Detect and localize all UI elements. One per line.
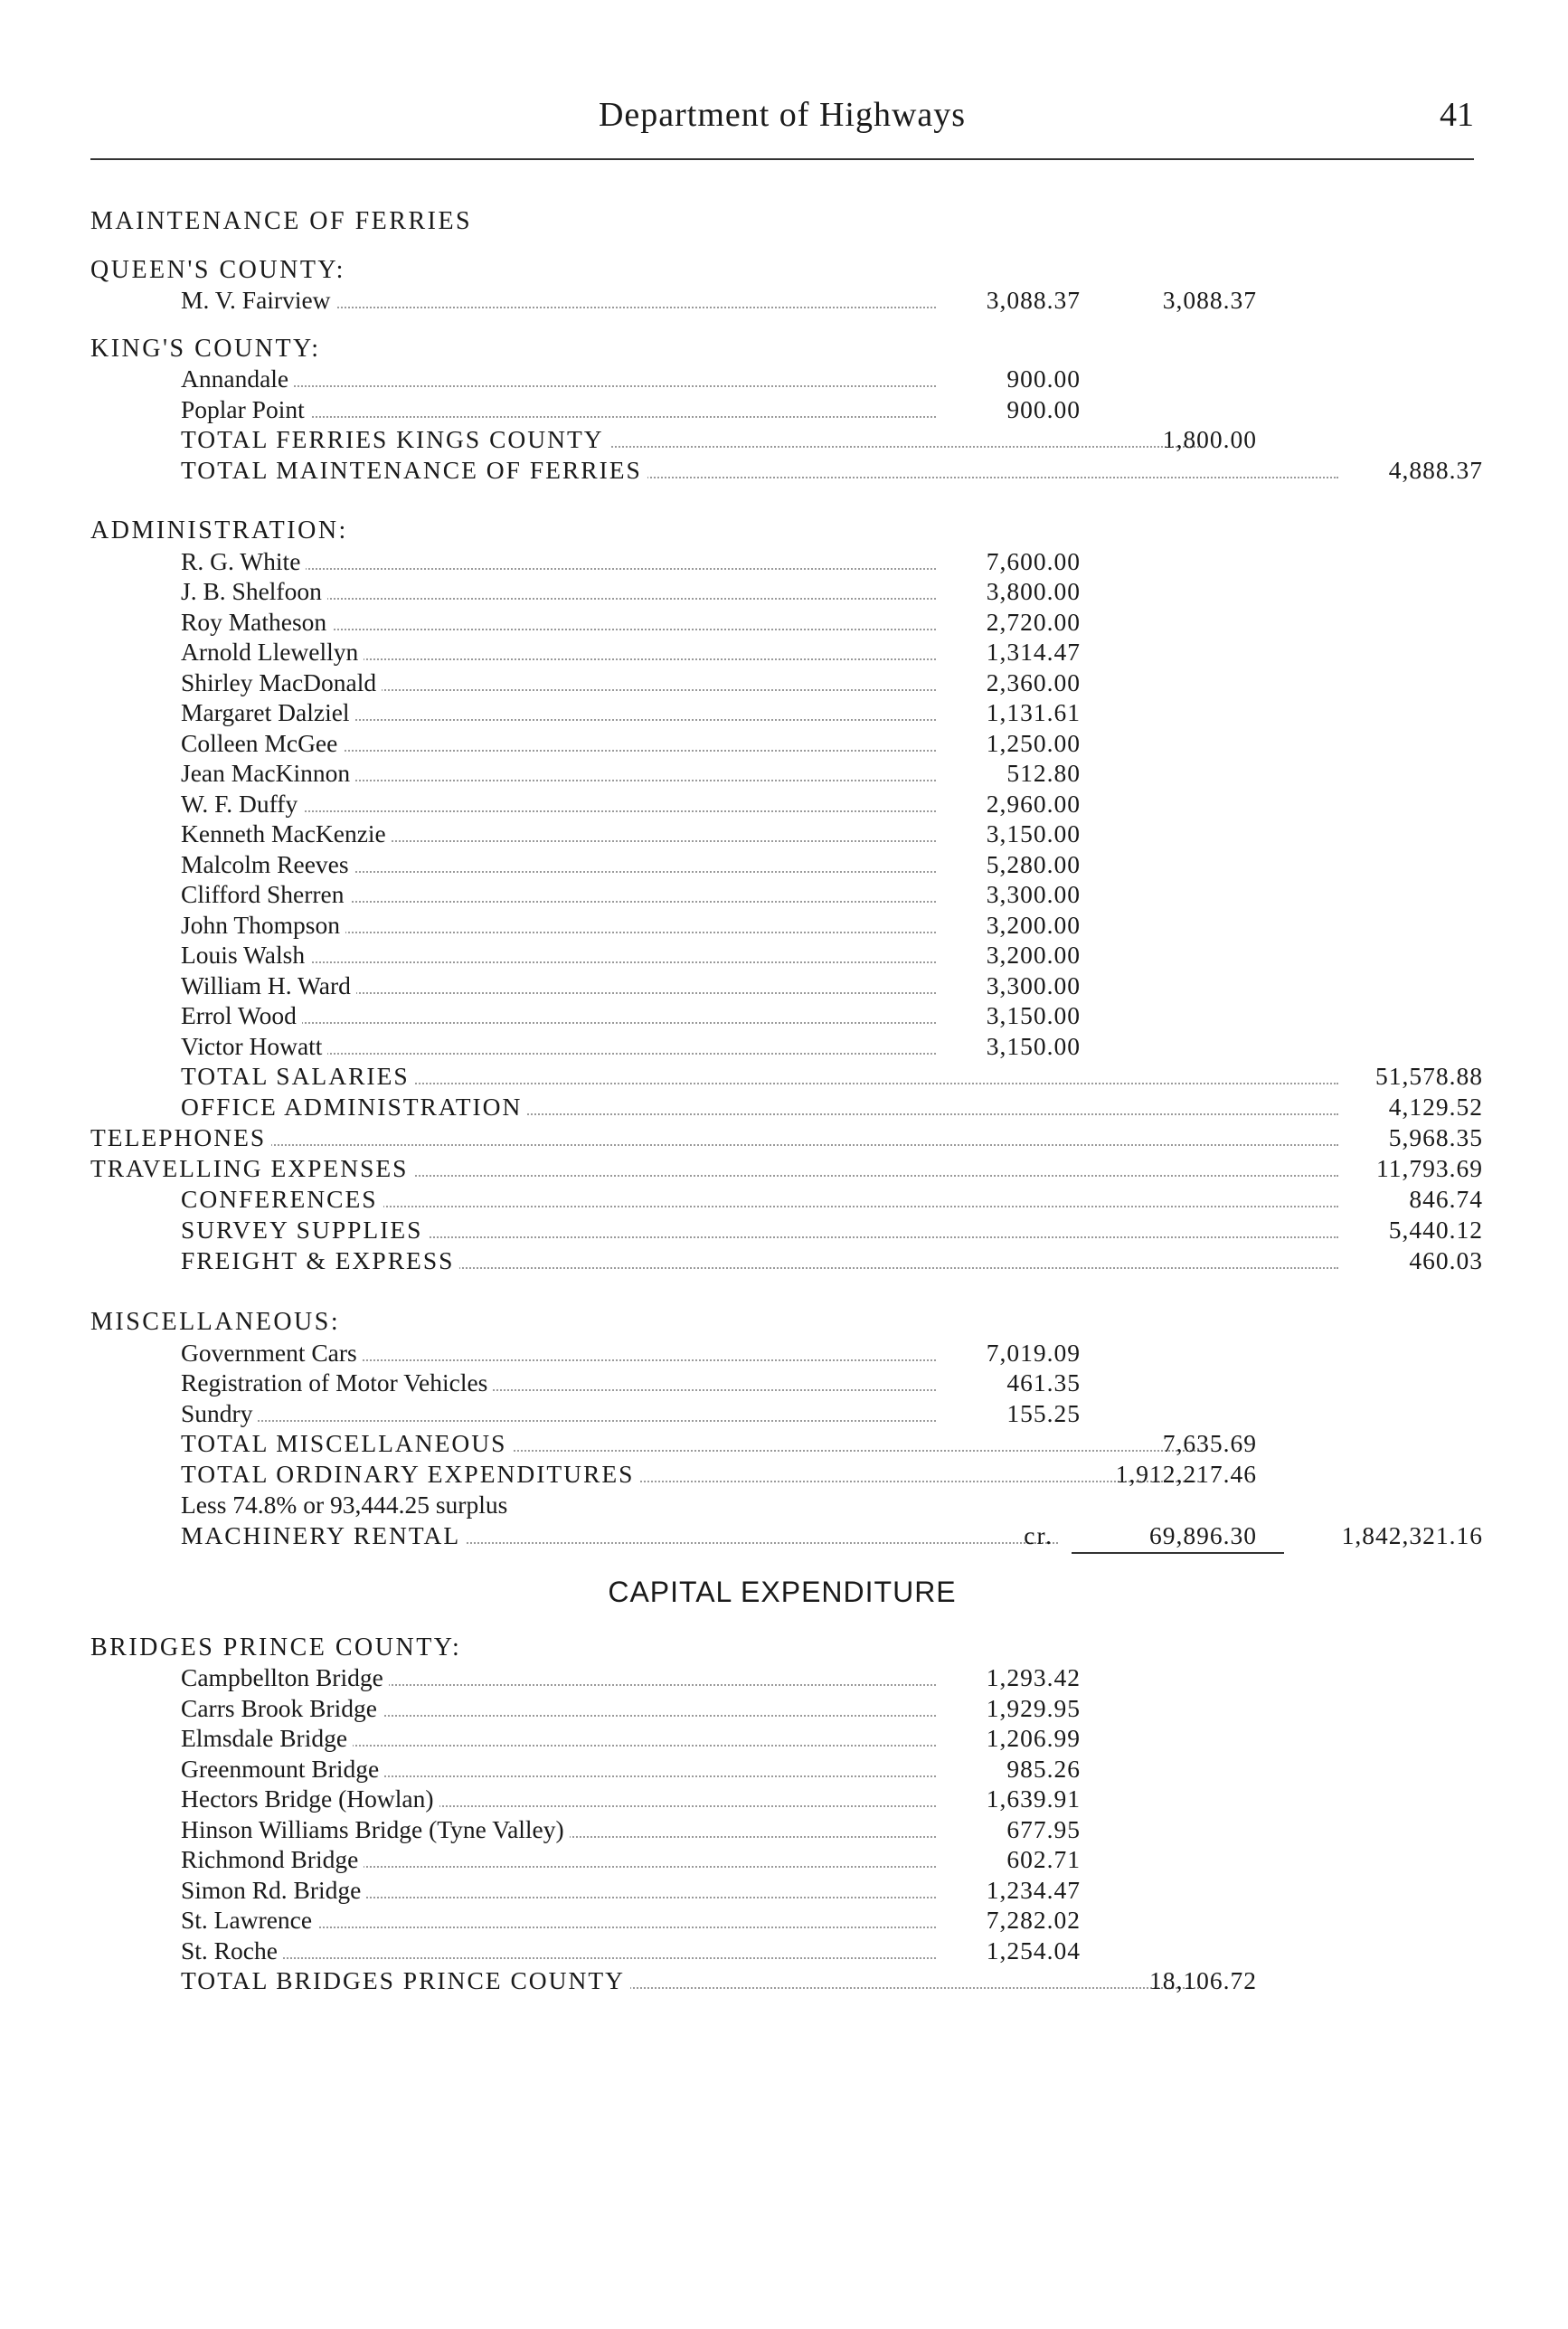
- salary-row: [90, 697, 1474, 728]
- row-amount: 1,912,217.46: [1115, 1460, 1257, 1488]
- bridge-row: [90, 1875, 1474, 1906]
- row-amount: 985.26: [1006, 1754, 1081, 1783]
- row-amount: 3,088.37: [986, 286, 1081, 314]
- row-label: W. F. Duffy: [181, 790, 303, 818]
- row-label: Shirley MacDonald: [181, 668, 382, 696]
- subsection-heading-queens-county: QUEEN'S COUNTY:: [90, 255, 345, 284]
- row-label: CONFERENCES: [181, 1185, 383, 1213]
- row-amount: 3,200.00: [986, 910, 1081, 939]
- row-amount: 5,280.00: [986, 849, 1081, 878]
- total-row-miscellaneous: [90, 1428, 1474, 1459]
- row-amount: 51,578.88: [1375, 1062, 1483, 1090]
- row-label: TOTAL FERRIES KINGS COUNTY: [181, 425, 609, 453]
- misc-row: [90, 1368, 1474, 1398]
- salary-row: [90, 849, 1474, 880]
- salary-row: [90, 546, 1474, 577]
- header-rule: [90, 158, 1474, 160]
- row-label: J. B. Shelfoon: [181, 577, 327, 605]
- less-note: Less 74.8% or 93,444.25 surplus: [181, 1491, 508, 1519]
- row-label: Roy Matheson: [181, 608, 332, 636]
- salary-row: [90, 789, 1474, 819]
- bridge-row: [90, 1905, 1474, 1936]
- row-amount: 11,793.69: [1376, 1154, 1483, 1182]
- ledger-row: [90, 394, 1474, 425]
- bridge-row: [90, 1844, 1474, 1875]
- salary-row: [90, 970, 1474, 1001]
- row-amount: 900.00: [1006, 364, 1081, 393]
- page-number: 41: [1440, 96, 1474, 134]
- row-label: Louis Walsh: [181, 941, 310, 969]
- row-amount: 3,200.00: [986, 941, 1081, 969]
- row-amount: 1,929.95: [986, 1693, 1081, 1722]
- salary-row: [90, 1031, 1474, 1062]
- row-label: Richmond Bridge: [181, 1845, 364, 1873]
- total-row-bridges-prince-county: [90, 1965, 1474, 1996]
- row-label: Clifford Sherren: [181, 880, 350, 908]
- row-label: Jean MacKinnon: [181, 759, 355, 787]
- row-label: TOTAL BRIDGES PRINCE COUNTY: [181, 1966, 630, 1994]
- row-label: OFFICE ADMINISTRATION: [181, 1093, 527, 1121]
- salary-row: [90, 637, 1474, 667]
- less-note-row: [90, 1490, 1474, 1520]
- ledger-row: [90, 285, 1474, 316]
- capital-expenditure-heading: CAPITAL EXPENDITURE: [608, 1575, 957, 1608]
- administration-totals: [90, 1061, 1483, 1276]
- row-label: William H. Ward: [181, 971, 356, 999]
- row-label: Hinson Williams Bridge (Tyne Valley): [181, 1815, 570, 1843]
- row-amount: 155.25: [1006, 1398, 1081, 1427]
- row-amount: 7,600.00: [986, 546, 1081, 575]
- row-label: Carrs Brook Bridge: [181, 1694, 383, 1722]
- admin-total-row: [90, 1153, 1483, 1184]
- net-amount: 1,842,321.16: [1341, 1520, 1483, 1549]
- row-label: FREIGHT & EXPRESS: [181, 1246, 459, 1274]
- section-heading-miscellaneous: MISCELLANEOUS:: [90, 1308, 341, 1336]
- row-label: M. V. Fairview: [181, 286, 336, 314]
- subsection-heading-kings-county: KING'S COUNTY:: [90, 334, 321, 363]
- row-label: TELEPHONES: [90, 1123, 271, 1151]
- salary-row: [90, 940, 1474, 970]
- row-amount: 1,639.91: [986, 1785, 1081, 1813]
- row-amount: 7,282.02: [986, 1906, 1081, 1934]
- bridge-row: [90, 1723, 1474, 1754]
- row-label: MACHINERY RENTAL: [181, 1521, 466, 1549]
- row-label: Hectors Bridge (Howlan): [181, 1785, 439, 1813]
- row-label: Annandale: [181, 364, 294, 393]
- row-amount: 18,106.72: [1149, 1966, 1257, 1994]
- machinery-rental-row: [90, 1520, 1483, 1551]
- credit-prefix: cr.: [1024, 1520, 1053, 1549]
- row-amount: 3,150.00: [986, 1031, 1081, 1060]
- total-row-ordinary-expenditures: [90, 1459, 1474, 1490]
- bridge-list: [90, 1662, 1474, 1965]
- row-amount: 1,131.61: [986, 698, 1081, 726]
- row-amount: 1,234.47: [986, 1875, 1081, 1904]
- row-amount: 7,635.69: [1162, 1429, 1257, 1457]
- row-label: TOTAL SALARIES: [181, 1062, 415, 1090]
- salary-row: [90, 576, 1474, 607]
- bridge-row: [90, 1814, 1474, 1845]
- row-label: R. G. White: [181, 547, 306, 575]
- column-rule: [1072, 1552, 1284, 1554]
- salary-row: [90, 1000, 1474, 1031]
- row-label: Sundry: [181, 1399, 258, 1427]
- total-row-ferries: [90, 455, 1483, 486]
- row-amount: 1,250.00: [986, 728, 1081, 757]
- row-amount: 2,960.00: [986, 789, 1081, 818]
- row-label: Kenneth MacKenzie: [181, 819, 392, 847]
- row-label: Victor Howatt: [181, 1032, 327, 1060]
- row-amount: 69,896.30: [1149, 1520, 1257, 1549]
- bridge-row: [90, 1693, 1474, 1724]
- row-label: Margaret Dalziel: [181, 698, 355, 726]
- row-label: SURVEY SUPPLIES: [181, 1216, 428, 1244]
- row-label: Campbellton Bridge: [181, 1663, 389, 1691]
- row-label: Elmsdale Bridge: [181, 1724, 353, 1752]
- row-label: Poplar Point: [181, 395, 310, 423]
- row-amount: 461.35: [1006, 1368, 1081, 1396]
- row-amount: 4,129.52: [1388, 1093, 1483, 1121]
- salary-row: [90, 910, 1474, 941]
- bridge-row: [90, 1936, 1474, 1966]
- row-amount: 602.71: [1006, 1845, 1081, 1873]
- ledger: [90, 206, 1483, 1996]
- salary-row: [90, 879, 1474, 910]
- salary-list: [90, 546, 1474, 1062]
- row-amount: 3,150.00: [986, 1001, 1081, 1029]
- row-label: Colleen McGee: [181, 729, 343, 757]
- miscellaneous-list: [90, 1338, 1474, 1429]
- section-heading-administration: ADMINISTRATION:: [90, 516, 348, 544]
- row-amount: 2,720.00: [986, 607, 1081, 636]
- ledger-row: [90, 364, 1474, 394]
- bridge-row: [90, 1754, 1474, 1785]
- row-label: TOTAL ORDINARY EXPENDITURES: [181, 1460, 639, 1488]
- bridge-row: [90, 1662, 1474, 1693]
- row-amount: 512.80: [1006, 759, 1081, 787]
- row-amount: 4,888.37: [1388, 455, 1483, 484]
- salary-row: [90, 758, 1474, 789]
- row-amount: 1,206.99: [986, 1724, 1081, 1752]
- row-amount: 2,360.00: [986, 667, 1081, 696]
- salary-row: [90, 819, 1474, 849]
- row-label: Greenmount Bridge: [181, 1755, 384, 1783]
- row-label: TOTAL MAINTENANCE OF FERRIES: [181, 456, 647, 484]
- row-amount: 846.74: [1409, 1185, 1483, 1213]
- row-amount: 3,150.00: [986, 819, 1081, 847]
- row-label: Errol Wood: [181, 1001, 302, 1029]
- admin-total-row: [90, 1215, 1483, 1245]
- section-heading-ferries: MAINTENANCE OF FERRIES: [90, 207, 473, 235]
- salary-row: [90, 667, 1474, 698]
- row-amount: 3,300.00: [986, 970, 1081, 999]
- row-amount: 5,968.35: [1388, 1123, 1483, 1151]
- total-row-kings-ferries: [90, 424, 1474, 455]
- row-label: St. Lawrence: [181, 1906, 317, 1934]
- row-amount: 677.95: [1006, 1814, 1081, 1843]
- row-amount: 5,440.12: [1388, 1216, 1483, 1244]
- row-amount: 3,800.00: [986, 577, 1081, 605]
- row-label: Government Cars: [181, 1339, 363, 1367]
- row-label: Arnold Llewellyn: [181, 638, 364, 666]
- row-label: Simon Rd. Bridge: [181, 1876, 366, 1904]
- row-amount: 7,019.09: [986, 1338, 1081, 1367]
- row-label: TOTAL MISCELLANEOUS: [181, 1429, 512, 1457]
- row-amount: 3,300.00: [986, 880, 1081, 908]
- row-amount: 900.00: [1006, 394, 1081, 423]
- subsection-heading-bridges-prince-county: BRIDGES PRINCE COUNTY:: [90, 1633, 462, 1662]
- row-label: TRAVELLING EXPENSES: [90, 1154, 413, 1182]
- misc-row: [90, 1398, 1474, 1429]
- row-amount: 1,254.04: [986, 1936, 1081, 1965]
- salary-row: [90, 728, 1474, 759]
- running-title: Department of Highways: [598, 96, 967, 134]
- row-amount: 1,314.47: [986, 638, 1081, 666]
- bridge-row: [90, 1784, 1474, 1814]
- admin-total-row: [90, 1122, 1483, 1153]
- admin-total-row: [90, 1184, 1483, 1215]
- row-label: St. Roche: [181, 1936, 283, 1965]
- row-subtotal: 3,088.37: [1162, 286, 1257, 314]
- row-label: Malcolm Reeves: [181, 850, 354, 878]
- admin-total-row: [90, 1245, 1483, 1276]
- misc-row: [90, 1338, 1474, 1368]
- salary-row: [90, 607, 1474, 638]
- running-head: [90, 95, 1474, 140]
- row-amount: 460.03: [1409, 1246, 1483, 1274]
- row-label: Registration of Motor Vehicles: [181, 1368, 493, 1396]
- row-amount: 1,800.00: [1162, 425, 1257, 453]
- row-label: John Thompson: [181, 911, 345, 939]
- row-amount: 1,293.42: [986, 1663, 1081, 1691]
- admin-total-row: [90, 1061, 1483, 1092]
- admin-total-row: [90, 1092, 1483, 1122]
